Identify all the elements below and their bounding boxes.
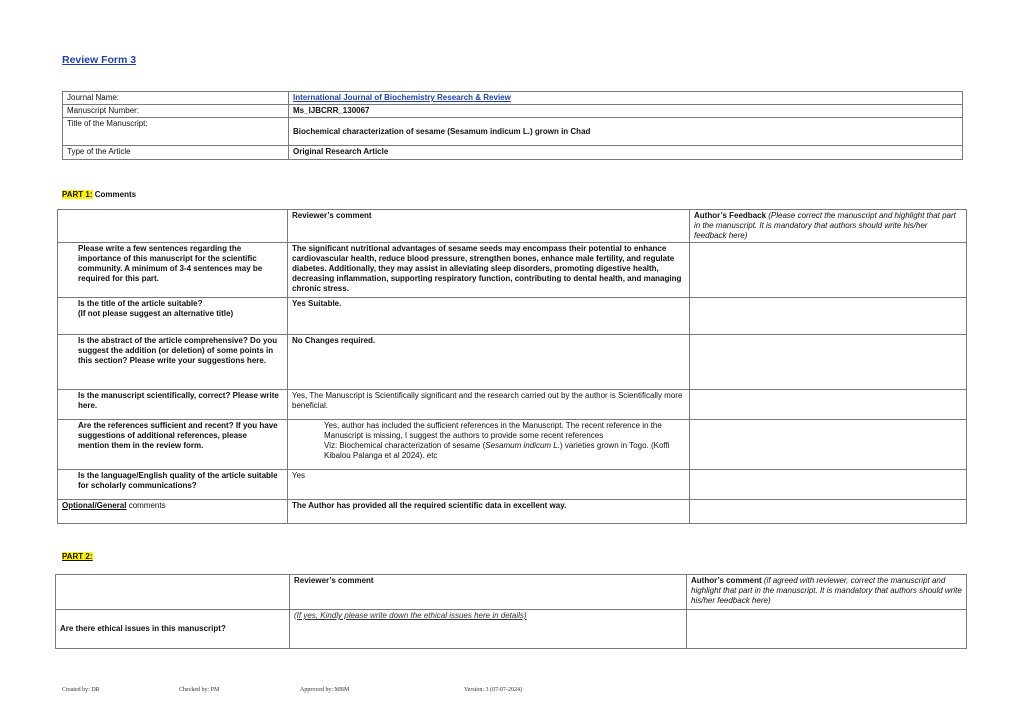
- part1-label: PART 1:: [62, 190, 93, 199]
- author-comment-header: [687, 575, 967, 610]
- table-row: [58, 335, 967, 390]
- table-header-row: [56, 575, 967, 610]
- part1-suffix: Comments: [92, 190, 137, 199]
- table-row: [58, 243, 967, 298]
- author-feedback-header-title: Author’s Feedback: [694, 211, 767, 220]
- question-title-line2: (If not please suggest an alternative title): [78, 309, 234, 318]
- comment-references-species: Sesamum indicum L.: [485, 441, 560, 450]
- question-abstract: Is the abstract of the article comprehensive? Do you suggest the addition (or deletion) of some points in this section? Please write your suggestions here.: [58, 335, 288, 390]
- author-comment-header-title: Author’s comment: [691, 576, 762, 585]
- part2-label: PART 2:: [62, 552, 93, 561]
- author-feedback-cell[interactable]: [690, 243, 967, 298]
- question-title: [58, 298, 288, 335]
- author-feedback-cell[interactable]: [690, 470, 967, 500]
- table-row: [63, 146, 963, 160]
- comment-references-part-c: ) varieties grown in Togo. (Koffi Kibalou Palanga et al 2024). etc: [324, 441, 670, 460]
- part2-heading: [62, 552, 93, 561]
- footer-checked-by: Checked by: PM: [179, 687, 220, 693]
- question-optional: [58, 500, 288, 524]
- manuscript-title-label: Title of the Manuscript:: [63, 118, 289, 146]
- manuscript-info-table: [62, 91, 963, 160]
- table-row: [56, 610, 967, 649]
- journal-name-link[interactable]: International Journal of Biochemistry Research & Review: [293, 93, 511, 102]
- comment-ethics: (If yes, Kindly please write down the ethical issues here in details): [290, 610, 687, 649]
- question-language: Is the language/English quality of the article suitable for scholarly communications?: [58, 470, 288, 500]
- footer-approved-by: Approved by: MBM: [300, 687, 350, 693]
- comment-scientific: Yes, The Manuscript is Scientifically significant and the research carried out by the author is Scientifically more beneficial.: [288, 390, 690, 420]
- footer-version: Version: 3 (07-07-2024): [464, 687, 522, 693]
- reviewer-comment-header: Reviewer’s comment: [288, 210, 690, 243]
- comment-importance: The significant nutritional advantages of sesame seeds may encompass their potential to enhance cardiovascular health, reduce blood pressure, strengthen bones, enhance male fertility, and regulate diabetes. Additionally, they may assist in alleviating sleep disorders, promoting digestive health, decreasing inflammation, supporting respiratory function, contributing to dental health, and managing chronic stress.: [288, 243, 690, 298]
- question-ethics: Are there ethical issues in this manuscript?: [56, 610, 290, 649]
- comment-references-part-a: Yes, author has included the sufficient references in the Manuscript. The recent reference in the Manuscript is missing, I suggest the authors to provide some recent references: [324, 421, 662, 440]
- journal-name-label: Journal Name:: [63, 92, 289, 105]
- table-row: [58, 298, 967, 335]
- comment-references-part-b: Viz: Biochemical characterization of sesame (: [324, 441, 486, 450]
- article-type-value: Original Research Article: [289, 146, 963, 160]
- part1-comments-table: [57, 209, 967, 524]
- optional-comments-label: comments: [126, 501, 166, 510]
- table-row: [58, 500, 967, 524]
- author-comment-header-note: (if agreed with reviewer, correct the manuscript and highlight that part in the manuscript. It is mandatory that authors should write his/her feedback here): [691, 576, 962, 605]
- table-row: [58, 420, 967, 470]
- table-row: [63, 118, 963, 146]
- question-importance: Please write a few sentences regarding the importance of this manuscript for the scientific community. A minimum of 3-4 sentences may be required for this part.: [58, 243, 288, 298]
- footer-created-by: Created by: DR: [62, 687, 100, 693]
- manuscript-number-label: Manuscript Number:: [63, 105, 289, 118]
- question-scientific: Is the manuscript scientifically, correct? Please write here.: [58, 390, 288, 420]
- part1-heading: [62, 190, 136, 199]
- author-feedback-cell[interactable]: [690, 500, 967, 524]
- optional-general-label: Optional/General: [62, 501, 127, 510]
- author-comment-cell[interactable]: [687, 610, 967, 649]
- author-feedback-header-note: (Please correct the manuscript and highlight that part in the manuscript. It is mandatory that authors should write his/her feedback here): [694, 211, 956, 240]
- reviewer-comment-header: Reviewer’s comment: [290, 575, 687, 610]
- author-feedback-cell[interactable]: [690, 420, 967, 470]
- table-header-row: [58, 210, 967, 243]
- comment-title: Yes Suitable.: [288, 298, 690, 335]
- article-type-label: Type of the Article: [63, 146, 289, 160]
- manuscript-number-value: Ms_IJBCRR_130067: [289, 105, 963, 118]
- comment-language: Yes: [288, 470, 690, 500]
- table-row: [58, 470, 967, 500]
- author-feedback-cell[interactable]: [690, 298, 967, 335]
- author-feedback-cell[interactable]: [690, 335, 967, 390]
- question-title-line1: Is the title of the article suitable?: [78, 299, 203, 308]
- part2-ethics-table: [55, 574, 967, 649]
- table-row: [63, 92, 963, 105]
- author-feedback-header: [690, 210, 967, 243]
- manuscript-title-value: Biochemical characterization of sesame (Sesamum indicum L.) grown in Chad: [289, 118, 963, 146]
- table-row: [63, 105, 963, 118]
- question-references: Are the references sufficient and recent? If you have suggestions of additional references, please mention them in the review form.: [58, 420, 288, 470]
- table-row: [58, 390, 967, 420]
- comment-references: [288, 420, 690, 470]
- author-feedback-cell[interactable]: [690, 390, 967, 420]
- empty-header-cell: [56, 575, 290, 610]
- comment-abstract: No Changes required.: [288, 335, 690, 390]
- form-title: Review Form 3: [62, 54, 137, 66]
- empty-header-cell: [58, 210, 288, 243]
- comment-optional: The Author has provided all the required scientific data in excellent way.: [288, 500, 690, 524]
